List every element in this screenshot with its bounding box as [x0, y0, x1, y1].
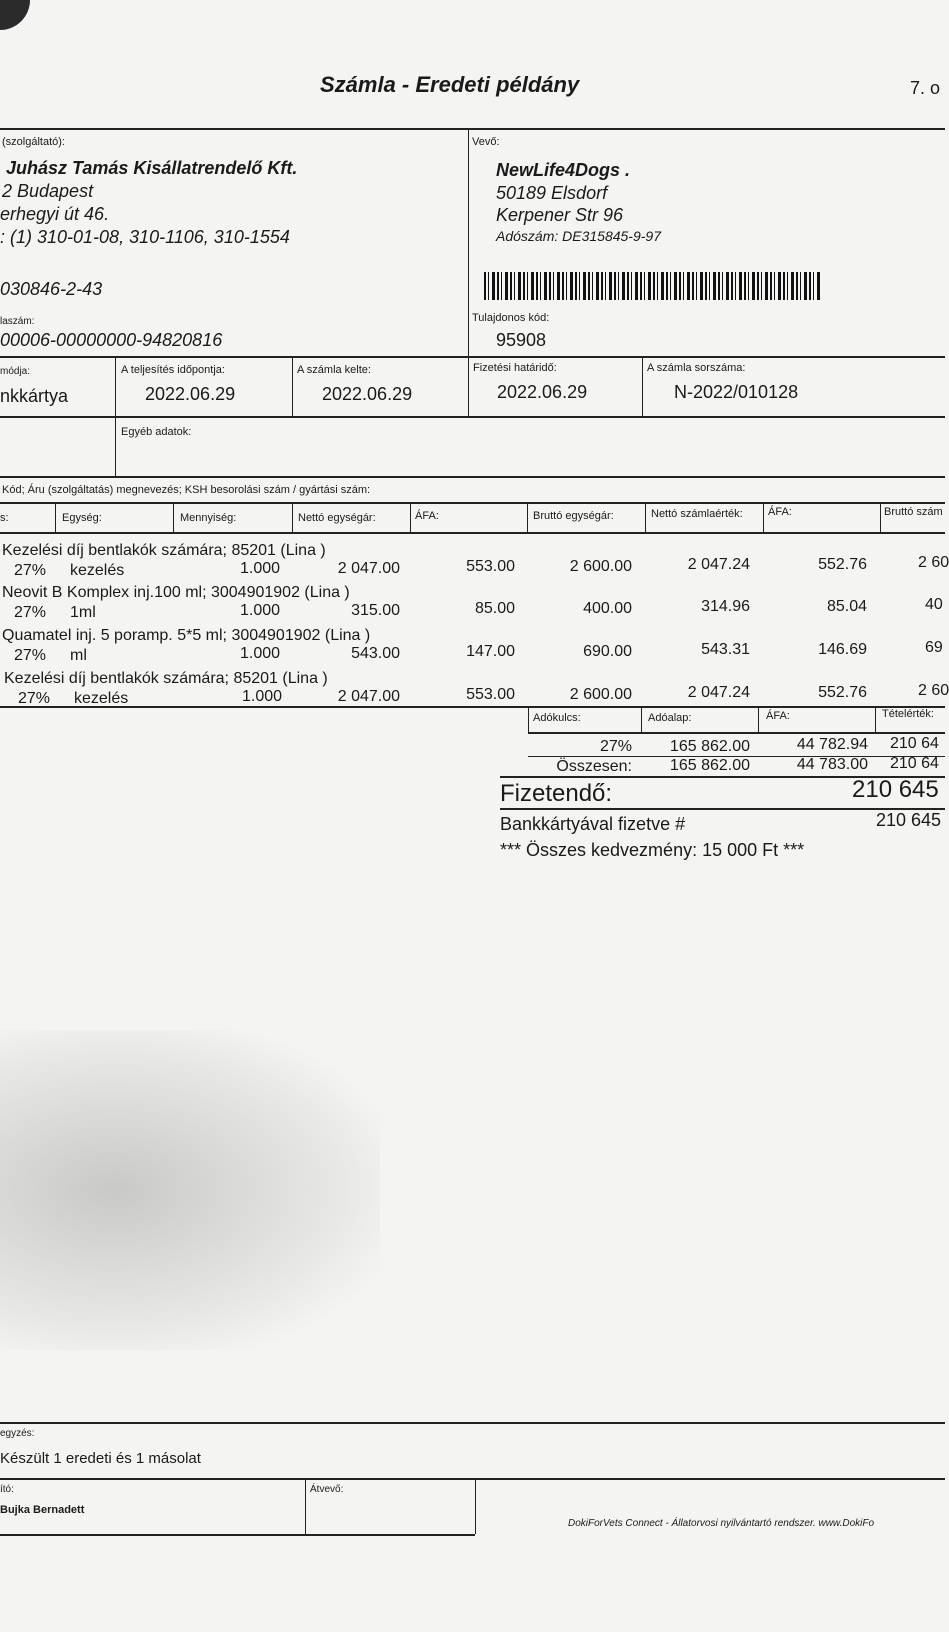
sum-vat: 44 783.00	[796, 756, 868, 773]
item-gross-unit: 400.00	[583, 600, 632, 617]
sum-base: 165 862.00	[669, 757, 750, 774]
seller-account: 00006-00000000-94820816	[0, 330, 223, 350]
item-gross-unit: 2 600.00	[569, 686, 632, 703]
seller-tax: 030846-2-43	[0, 279, 103, 299]
rule-cols-bottom	[0, 532, 945, 534]
note-label: egyzés:	[0, 1428, 35, 1439]
issuer-label: ító:	[0, 1484, 14, 1495]
col-sep	[758, 706, 759, 732]
payment-method-label: módja:	[0, 366, 31, 377]
col-sep	[641, 706, 642, 732]
buyer-tax: Adószám: DE315845-9-97	[496, 228, 661, 244]
item-net-unit: 2 047.00	[337, 560, 400, 577]
rule-meta-3	[468, 356, 469, 416]
item-qty: 1.000	[240, 645, 281, 662]
total-discount: *** Összes kedvezmény: 15 000 Ft ***	[500, 840, 805, 860]
summary-vat: 44 782.94	[796, 736, 868, 753]
col-header: Bruttó egységár:	[533, 510, 614, 522]
sum-label: Összesen:	[556, 758, 632, 775]
item-vat-total: 85.04	[826, 598, 867, 615]
item-vat-rate: 27%	[14, 604, 47, 621]
invoice-title: Számla - Eredeti példány	[320, 72, 580, 97]
paid-by-card-label: Bankkártyával fizetve #	[500, 814, 686, 834]
col-sep	[173, 502, 174, 532]
page-number: 7. o	[910, 78, 941, 98]
col-sep	[292, 502, 293, 532]
rule-meta-top	[0, 356, 945, 358]
rule-top	[0, 128, 945, 130]
item-vat-unit: 85.00	[474, 600, 515, 617]
item-qty: 1.000	[240, 602, 281, 619]
note-value: Készült 1 eredeti és 1 másolat	[0, 1450, 201, 1467]
seller-account-label: laszám:	[0, 316, 35, 327]
item-unit: ml	[70, 647, 87, 664]
col-header: Egység:	[62, 512, 102, 524]
issue-date: 2022.06.29	[322, 384, 413, 404]
item-vat-unit: 553.00	[466, 686, 515, 703]
completion-date: 2022.06.29	[145, 384, 236, 404]
item-vat-unit: 553.00	[466, 558, 515, 575]
owner-code-label: Tulajdonos kód:	[472, 312, 550, 324]
item-net-unit: 543.00	[351, 645, 400, 662]
rule-footer-top	[0, 1422, 945, 1424]
item-net-total: 2 047.24	[687, 556, 750, 573]
col-header: Bruttó szám	[884, 506, 943, 518]
item-net-unit: 2 047.00	[337, 688, 400, 705]
col-header: Nettó egységár:	[298, 512, 376, 524]
seller-name: Juhász Tamás Kisállatrendelő Kft.	[6, 158, 298, 178]
col-sep	[528, 706, 529, 732]
rule-meta-2	[292, 356, 293, 416]
item-unit: kezelés	[70, 562, 125, 579]
issuer-name: Bujka Bernadett	[0, 1504, 85, 1516]
item-gross-total: 2 60	[918, 682, 949, 699]
rule-meta-bottom	[0, 416, 945, 418]
col-header: Nettó számlaérték:	[651, 508, 743, 520]
rule-meta-4	[642, 356, 643, 416]
paid-by-card-amount: 210 645	[876, 810, 942, 830]
item-vat-rate: 27%	[14, 562, 47, 579]
item-vat-rate: 27%	[18, 690, 51, 707]
rule-cols-top	[0, 502, 945, 504]
rule-signature-top	[0, 1478, 945, 1480]
col-sep	[763, 502, 764, 532]
payable-label: Fizetendő:	[500, 780, 613, 807]
item-vat-total: 552.76	[818, 556, 867, 573]
col-header: Mennyiség:	[180, 512, 237, 524]
rule-summary-head	[528, 732, 945, 734]
summary-base: 165 862.00	[669, 738, 750, 755]
col-sep	[527, 502, 528, 532]
item-gross-total: 69	[925, 639, 943, 656]
item-vat-rate: 27%	[14, 647, 47, 664]
serial-label: A számla sorszáma:	[647, 362, 746, 374]
seller-street: erhegyi út 46.	[0, 204, 110, 224]
sum-total: 210 64	[890, 755, 939, 772]
buyer-city: 50189 Elsdorf	[496, 183, 608, 203]
item-net-total: 314.96	[701, 598, 750, 615]
summary-col-vat: ÁFA:	[766, 710, 790, 722]
col-sep	[645, 502, 646, 532]
item-description: Kezelési díj bentlakók számára; 85201 (Lina )	[2, 542, 326, 559]
photo-corner-shadow	[0, 0, 30, 30]
item-gross-unit: 690.00	[583, 643, 632, 660]
owner-code: 95908	[496, 330, 547, 350]
item-description: Neovit B Komplex inj.100 ml; 3004901902 (Lina )	[2, 584, 350, 601]
item-qty: 1.000	[242, 688, 283, 705]
receiver-label: Átvevő:	[310, 1484, 344, 1495]
summary-col-total: Tételérték:	[882, 708, 934, 720]
buyer-street: Kerpener Str 96	[496, 205, 624, 225]
seller-label: (szolgáltató):	[2, 136, 65, 148]
item-vat-total: 552.76	[818, 684, 867, 701]
buyer-name: NewLife4Dogs .	[496, 160, 631, 180]
issue-date-label: A számla kelte:	[297, 364, 371, 376]
seller-phone: : (1) 310-01-08, 310-1106, 310-1554	[0, 227, 290, 247]
rule-seller-buyer	[468, 128, 469, 356]
summary-col-rate: Adókulcs:	[533, 712, 581, 724]
buyer-label: Vevő:	[472, 136, 500, 148]
photo-shadow	[0, 1030, 380, 1350]
col-header: ÁFA:	[415, 510, 439, 522]
item-unit: 1ml	[70, 604, 96, 621]
barcode-image	[484, 272, 820, 300]
item-unit: kezelés	[74, 690, 129, 707]
due-date-label: Fizetési határidő:	[473, 362, 557, 374]
seller-city: 2 Budapest	[2, 181, 94, 201]
col-sep	[410, 502, 411, 532]
item-net-total: 2 047.24	[687, 684, 750, 701]
item-vat-total: 146.69	[818, 641, 867, 658]
rule-meta-1	[115, 356, 116, 476]
rule-signature-sep-2	[475, 1478, 476, 1534]
col-sep	[55, 502, 56, 532]
col-header: ÁFA:	[768, 506, 792, 518]
summary-total: 210 64	[890, 735, 939, 752]
items-header: Kód; Áru (szolgáltatás) megnevezés; KSH besorolási szám / gyártási szám:	[2, 484, 371, 496]
software-credit: DokiForVets Connect - Állatorvosi nyilvántartó rendszer. www.DokiFo	[568, 1518, 875, 1529]
item-qty: 1.000	[240, 560, 281, 577]
item-vat-unit: 147.00	[466, 643, 515, 660]
col-sep	[880, 502, 881, 532]
item-net-total: 543.31	[701, 641, 750, 658]
summary-col-base: Adóalap:	[648, 712, 692, 724]
col-sep	[875, 706, 876, 732]
rule-signature-sep	[305, 1478, 306, 1534]
due-date: 2022.06.29	[497, 382, 588, 402]
payable-amount: 210 645	[852, 776, 939, 803]
other-data-label: Egyéb adatok:	[121, 426, 192, 438]
item-gross-total: 40	[925, 596, 943, 613]
item-gross-total: 2 60	[918, 554, 949, 571]
serial-number: N-2022/010128	[674, 382, 799, 402]
rule-other	[0, 476, 945, 478]
completion-date-label: A teljesítés időpontja:	[121, 364, 225, 376]
rule-signature-bottom	[0, 1534, 475, 1536]
col-header: s:	[0, 512, 9, 524]
rule-items-bottom	[0, 706, 945, 708]
item-gross-unit: 2 600.00	[569, 558, 632, 575]
summary-rate: 27%	[599, 738, 632, 755]
item-description: Quamatel inj. 5 poramp. 5*5 ml; 3004901902 (Lina )	[2, 627, 371, 644]
item-net-unit: 315.00	[351, 602, 400, 619]
item-description: Kezelési díj bentlakók számára; 85201 (Lina )	[4, 670, 328, 687]
payment-method: nkkártya	[0, 386, 69, 406]
